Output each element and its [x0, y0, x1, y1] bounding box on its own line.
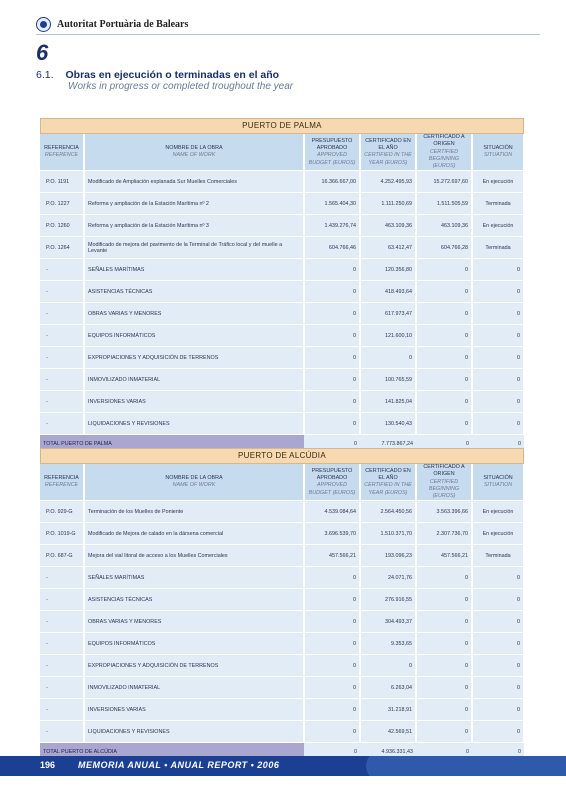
cell-budget: 0: [304, 347, 360, 369]
cell-budget: 0: [304, 259, 360, 281]
col-header-budget: PRESUPUESTO APROBADO APPROVED BUDGET (EUROS): [304, 464, 360, 501]
cell-reference: -: [40, 633, 84, 655]
cell-cert-year: 304.493,37: [360, 611, 416, 633]
cell-name: EQUIPOS INFORMÁTICOS: [84, 633, 304, 655]
total-cert-origin: 0: [416, 435, 472, 453]
cell-reference: -: [40, 567, 84, 589]
cell-cert-year: 31.218,91: [360, 699, 416, 721]
cell-status: 0: [472, 303, 524, 325]
cell-name: INVERSIONES VARIAS: [84, 699, 304, 721]
alcudia-table-body: [40, 501, 524, 743]
total-budget: 0: [304, 435, 360, 453]
cell-status: 0: [472, 413, 524, 435]
cell-name: Modificado de Mejora de calado en la dársena comercial: [84, 523, 304, 545]
cell-budget: 0: [304, 589, 360, 611]
cell-status: En ejecución: [472, 501, 524, 523]
cell-reference: -: [40, 699, 84, 721]
cell-cert-origin: 0: [416, 677, 472, 699]
table-row: [40, 545, 524, 567]
cell-status: En ejecución: [472, 523, 524, 545]
cell-name: Reforma y ampliación de la Estación Marítima nº 2: [84, 193, 304, 215]
cell-status: 0: [472, 611, 524, 633]
section-title: Obras en ejecución o terminadas en el año: [65, 69, 280, 81]
cell-cert-year: 276.916,55: [360, 589, 416, 611]
section-heading: [36, 69, 293, 92]
cell-cert-origin: 0: [416, 589, 472, 611]
total-status: 0: [472, 435, 524, 453]
cell-budget: 0: [304, 303, 360, 325]
cell-budget: 0: [304, 721, 360, 743]
cell-reference: -: [40, 611, 84, 633]
cell-reference: -: [40, 655, 84, 677]
cell-name: Mejora del vial litoral de acceso a los Muelles Comerciales: [84, 545, 304, 567]
cell-cert-year: 4.252.495,93: [360, 171, 416, 193]
table-row: [40, 215, 524, 237]
cell-cert-origin: 0: [416, 391, 472, 413]
cell-cert-year: 1.510.371,70: [360, 523, 416, 545]
cell-cert-origin: 1.511.505,59: [416, 193, 472, 215]
cell-cert-year: 418.493,64: [360, 281, 416, 303]
col-header-name: NOMBRE DE LA OBRA NAME OF WORK: [84, 464, 304, 501]
cell-cert-origin: 0: [416, 413, 472, 435]
cell-cert-origin: 0: [416, 303, 472, 325]
cell-status: 0: [472, 567, 524, 589]
cell-reference: P.O. 1264: [40, 237, 84, 259]
table-row: [40, 281, 524, 303]
cell-budget: 0: [304, 567, 360, 589]
cell-reference: P.O. 929-G: [40, 501, 84, 523]
cell-cert-origin: 0: [416, 325, 472, 347]
cell-reference: P.O. 687-G: [40, 545, 84, 567]
table-row: [40, 611, 524, 633]
cell-status: En ejecución: [472, 215, 524, 237]
table-row: [40, 413, 524, 435]
table-row: [40, 721, 524, 743]
cell-reference: -: [40, 721, 84, 743]
table-row: [40, 699, 524, 721]
cell-status: 0: [472, 347, 524, 369]
page-number: 196: [40, 760, 56, 770]
cell-status: 0: [472, 589, 524, 611]
table-row: [40, 391, 524, 413]
cell-cert-year: 42.569,51: [360, 721, 416, 743]
cell-status: 0: [472, 655, 524, 677]
cell-reference: P.O. 1191: [40, 171, 84, 193]
table-row: [40, 171, 524, 193]
cell-budget: 0: [304, 413, 360, 435]
cell-status: 0: [472, 677, 524, 699]
cell-cert-year: 0: [360, 655, 416, 677]
cell-reference: -: [40, 325, 84, 347]
table-row: [40, 347, 524, 369]
cell-reference: -: [40, 391, 84, 413]
cell-cert-year: 193.096,23: [360, 545, 416, 567]
cell-reference: P.O. 1227: [40, 193, 84, 215]
col-header-cert-origin: CERTIFICADO A ORIGEN CERTIFIED BEGINNING (EUROS): [416, 134, 472, 171]
palma-table-panel: [40, 118, 524, 453]
cell-cert-year: 141.825,04: [360, 391, 416, 413]
cell-budget: 0: [304, 325, 360, 347]
page-header: [36, 14, 188, 34]
col-header-reference: REFERENCIA REFERENCE: [40, 134, 84, 171]
total-status: 0: [472, 743, 524, 761]
cell-cert-origin: 457.566,21: [416, 545, 472, 567]
cell-budget: 0: [304, 611, 360, 633]
cell-name: EQUIPOS INFORMÁTICOS: [84, 325, 304, 347]
cell-cert-year: 2.564.450,56: [360, 501, 416, 523]
cell-budget: 0: [304, 677, 360, 699]
cell-cert-year: 100.765,59: [360, 369, 416, 391]
cell-budget: 604.766,46: [304, 237, 360, 259]
col-header-name: NOMBRE DE LA OBRA NAME OF WORK: [84, 134, 304, 171]
cell-budget: 1.565.404,30: [304, 193, 360, 215]
table-row: [40, 633, 524, 655]
cell-cert-year: 120.356,80: [360, 259, 416, 281]
col-header-cert-origin: CERTIFICADO A ORIGEN CERTIFIED BEGINNING (EUROS): [416, 464, 472, 501]
table-row: [40, 567, 524, 589]
col-header-budget: PRESUPUESTO APROBADO APPROVED BUDGET (EUROS): [304, 134, 360, 171]
table-header-row: [40, 134, 524, 171]
cell-reference: -: [40, 281, 84, 303]
cell-name: INMOVILIZADO INMATERIAL: [84, 369, 304, 391]
cell-budget: 0: [304, 369, 360, 391]
cell-status: 0: [472, 633, 524, 655]
total-cert-year: 4.936.331,43: [360, 743, 416, 761]
organization-name: Autoritat Portuària de Balears: [57, 18, 189, 30]
cell-cert-origin: 2.307.736,70: [416, 523, 472, 545]
cell-cert-origin: 3.563.396,66: [416, 501, 472, 523]
cell-reference: P.O. 1260: [40, 215, 84, 237]
cell-name: ASISTENCIAS TÉCNICAS: [84, 589, 304, 611]
cell-budget: 0: [304, 655, 360, 677]
cell-cert-year: 6.263,04: [360, 677, 416, 699]
total-budget: 0: [304, 743, 360, 761]
cell-cert-origin: 604.766,28: [416, 237, 472, 259]
table-row: [40, 655, 524, 677]
cell-cert-origin: 0: [416, 369, 472, 391]
port-authority-logo-icon: [36, 17, 51, 32]
alcudia-table-title: PUERTO DE ALCÚDIA: [40, 448, 524, 464]
cell-cert-year: 463.109,36: [360, 215, 416, 237]
alcudia-table-panel: [40, 448, 524, 761]
cell-budget: 3.696.539,70: [304, 523, 360, 545]
cell-cert-origin: 463.109,36: [416, 215, 472, 237]
cell-name: EXPROPIACIONES Y ADQUISICIÓN DE TERRENOS: [84, 655, 304, 677]
cell-cert-year: 121.600,10: [360, 325, 416, 347]
cell-reference: -: [40, 303, 84, 325]
cell-cert-origin: 0: [416, 699, 472, 721]
table-row: [40, 325, 524, 347]
cell-cert-origin: 0: [416, 281, 472, 303]
cell-status: 0: [472, 259, 524, 281]
cell-status: 0: [472, 369, 524, 391]
total-cert-year: 7.773.867,24: [360, 435, 416, 453]
alcudia-table: [40, 464, 525, 761]
cell-name: SEÑALES MARÍTIMAS: [84, 259, 304, 281]
cell-cert-origin: 0: [416, 611, 472, 633]
cell-reference: P.O. 1019-G: [40, 523, 84, 545]
cell-budget: 457.566,21: [304, 545, 360, 567]
cell-budget: 0: [304, 699, 360, 721]
cell-status: Terminada: [472, 237, 524, 259]
table-row: [40, 303, 524, 325]
cell-reference: -: [40, 347, 84, 369]
total-label: TOTAL PUERTO DE ALCÚDIA: [40, 743, 304, 761]
cell-cert-year: 24.071,76: [360, 567, 416, 589]
cell-budget: 0: [304, 281, 360, 303]
cell-name: LIQUIDACIONES Y REVISIONES: [84, 721, 304, 743]
table-row: [40, 369, 524, 391]
cell-cert-year: 0: [360, 347, 416, 369]
table-row: [40, 523, 524, 545]
table-row: [40, 193, 524, 215]
cell-budget: 0: [304, 391, 360, 413]
cell-budget: 0: [304, 633, 360, 655]
table-row: [40, 237, 524, 259]
cell-cert-origin: 0: [416, 633, 472, 655]
cell-cert-origin: 0: [416, 567, 472, 589]
cell-name: ASISTENCIAS TÉCNICAS: [84, 281, 304, 303]
cell-reference: -: [40, 369, 84, 391]
col-header-status: SITUACIÓN SITUATION: [472, 134, 524, 171]
cell-name: Reforma y ampliación de la Estación Marítima nº 3: [84, 215, 304, 237]
col-header-cert-year: CERTIFICADO EN EL AÑO CERTIFIED IN THE YEAR (EUROS): [360, 134, 416, 171]
table-header-row: [40, 464, 524, 501]
cell-reference: -: [40, 677, 84, 699]
cell-status: 0: [472, 281, 524, 303]
cell-status: 0: [472, 325, 524, 347]
page-footer: [0, 756, 566, 776]
cell-cert-origin: 15.272.697,60: [416, 171, 472, 193]
cell-name: Modificado de mejora del pavimento de la Terminal de Tráfico local y del muelle a Levante: [84, 237, 304, 259]
table-row: [40, 501, 524, 523]
cell-status: Terminada: [472, 545, 524, 567]
cell-name: Modificado de Ampliación explanada Sur Muelles Comerciales: [84, 171, 304, 193]
cell-status: Terminada: [472, 193, 524, 215]
cell-status: 0: [472, 721, 524, 743]
cell-name: EXPROPIACIONES Y ADQUISICIÓN DE TERRENOS: [84, 347, 304, 369]
chapter-number: 6: [36, 40, 49, 65]
col-header-status: SITUACIÓN SITUATION: [472, 464, 524, 501]
total-label: TOTAL PUERTO DE PALMA: [40, 435, 304, 453]
cell-name: SEÑALES MARÍTIMAS: [84, 567, 304, 589]
cell-cert-year: 617.973,47: [360, 303, 416, 325]
footer-report-title: MEMORIA ANUAL • ANUAL REPORT • 2006: [78, 760, 280, 770]
cell-cert-origin: 0: [416, 655, 472, 677]
cell-name: Terminación de los Muelles de Poniente: [84, 501, 304, 523]
section-number: 6.1.: [36, 69, 54, 81]
table-row: [40, 589, 524, 611]
cell-cert-origin: 0: [416, 259, 472, 281]
cell-budget: 1.439.276,74: [304, 215, 360, 237]
palma-table-body: [40, 171, 524, 435]
total-cert-origin: 0: [416, 743, 472, 761]
col-header-reference: REFERENCIA REFERENCE: [40, 464, 84, 501]
cell-cert-origin: 0: [416, 721, 472, 743]
cell-cert-year: 63.412,47: [360, 237, 416, 259]
cell-cert-year: 1.111.250,69: [360, 193, 416, 215]
cell-name: OBRAS VARIAS Y MENORES: [84, 611, 304, 633]
cell-name: LIQUIDACIONES Y REVISIONES: [84, 413, 304, 435]
cell-name: INMOVILIZADO INMATERIAL: [84, 677, 304, 699]
cell-budget: 4.539.084,64: [304, 501, 360, 523]
palma-table-title: PUERTO DE PALMA: [40, 118, 524, 134]
cell-budget: 16.366.667,00: [304, 171, 360, 193]
section-subtitle: Works in progress or completed troughout the year: [68, 81, 294, 92]
cell-cert-origin: 0: [416, 347, 472, 369]
header-divider: [36, 34, 540, 35]
cell-reference: -: [40, 259, 84, 281]
palma-table: [40, 134, 525, 453]
cell-cert-year: 130.540,43: [360, 413, 416, 435]
cell-reference: -: [40, 413, 84, 435]
cell-reference: -: [40, 589, 84, 611]
cell-status: En ejecución: [472, 171, 524, 193]
cell-name: INVERSIONES VARIAS: [84, 391, 304, 413]
col-header-cert-year: CERTIFICADO EN EL AÑO CERTIFIED IN THE YEAR (EUROS): [360, 464, 416, 501]
cell-status: 0: [472, 699, 524, 721]
cell-name: OBRAS VARIAS Y MENORES: [84, 303, 304, 325]
cell-status: 0: [472, 391, 524, 413]
table-row: [40, 677, 524, 699]
table-row: [40, 259, 524, 281]
cell-cert-year: 9.353,65: [360, 633, 416, 655]
